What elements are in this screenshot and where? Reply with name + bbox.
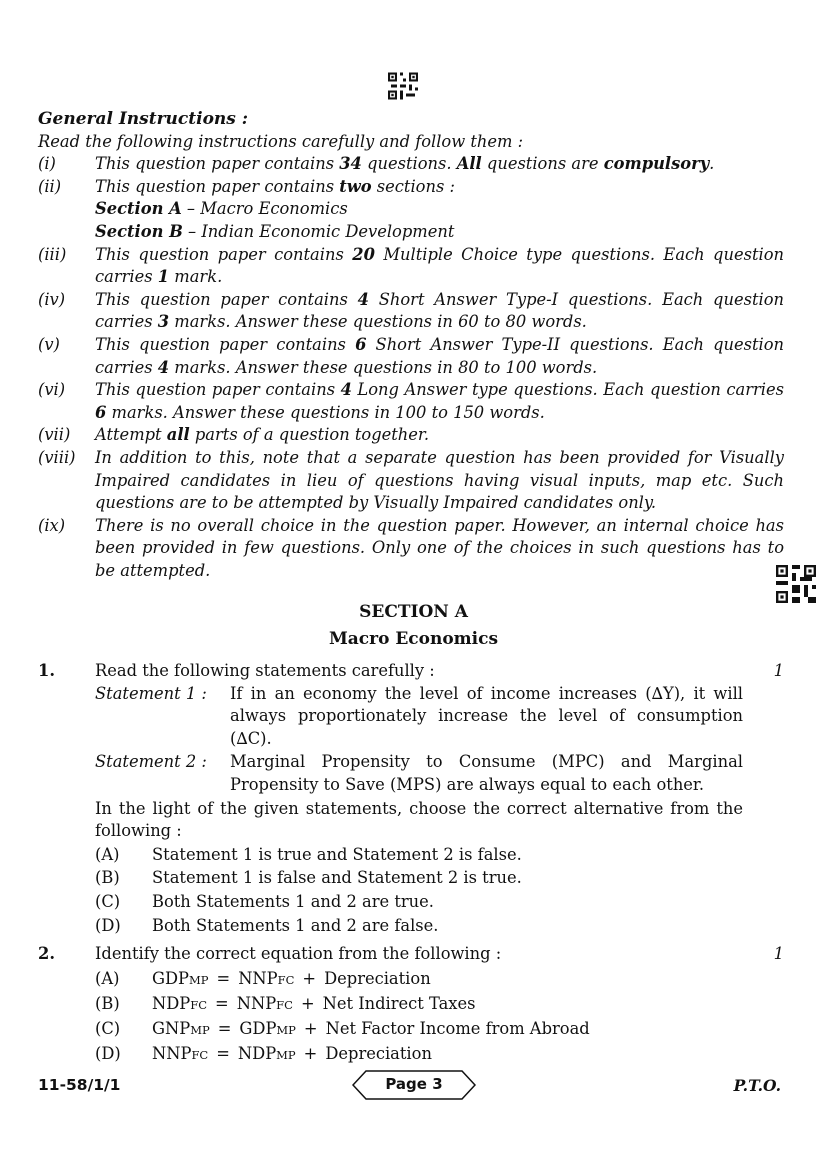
question-prompt: Identify the correct equation from the following : xyxy=(95,944,502,963)
instruction-item: (v) This question paper contains 6 Short Answer Type-II questions. Each question carries 4 marks. Answer these questions in 80 to 100 words. xyxy=(38,334,785,377)
option: (C) GNP MP = GDP MP + Net Factor Income from Abroad xyxy=(95,1018,590,1038)
question-number: 2. xyxy=(38,944,55,963)
instruction-item: (viii) In addition to this, note that a separate question has been provided for Visually Impaired candidates in lieu of questions having visual inputs, map etc. Such questions are to be attempted by Visually Impaired candidates only. xyxy=(38,447,784,513)
pto-label: P.T.O. xyxy=(733,1076,781,1095)
qr-code-icon xyxy=(776,565,816,603)
section-title: SECTION A xyxy=(359,602,468,622)
instructions-intro: Read the following instructions carefully and follow them : xyxy=(38,131,524,151)
instructions-title: General Instructions : xyxy=(38,109,249,129)
option: (D) Both Statements 1 and 2 are false. xyxy=(95,915,439,935)
statement: Statement 2 : Marginal Propensity to Consume (MPC) and Marginal Propensity to Save (MPS) are always equal to each other. xyxy=(95,752,743,794)
general-instructions xyxy=(38,108,784,582)
question-marks: 1 xyxy=(773,944,784,963)
instruction-item: (vii) Attempt all parts of a question together. xyxy=(38,425,430,445)
instruction-item: (iv) This question paper contains 4 Short Answer Type-I questions. Each question carries 3 marks. Answer these questions in 60 to 80 words. xyxy=(38,289,784,332)
question-1 xyxy=(38,660,784,937)
statement: Statement 1 : If in an economy the level of income increases (∆Y), it will always proportionately increase the level of consumption (∆C). xyxy=(95,683,743,748)
page-number-badge xyxy=(352,1070,476,1100)
instruction-item: (iii) This question paper contains 20 Multiple Choice type questions. Each question carries 1 mark. xyxy=(38,244,784,287)
instruction-item: (i) This question paper contains 34 questions. All questions are compulsory. xyxy=(38,154,715,174)
section-list-item: Section A – Macro Economics xyxy=(95,199,348,219)
page-number: Page 3 xyxy=(385,1075,443,1093)
instruction-item: (ii) This question paper contains two sections : xyxy=(38,176,455,196)
question-number: 1. xyxy=(38,661,55,680)
option: (D) NNP FC = NDP MP + Depreciation xyxy=(95,1043,432,1063)
instruction-item: (ix) There is no overall choice in the question paper. However, an internal choice has been provided in few questions. Only one of the choices in such questions has to be attempted. xyxy=(38,515,784,580)
question-instruction: In the light of the given statements, choose the correct alternative from the following : xyxy=(95,798,743,841)
question-marks: 1 xyxy=(773,661,784,680)
question-prompt: Read the following statements carefully : xyxy=(95,661,435,680)
section-list-item: Section B – Indian Economic Development xyxy=(95,221,455,241)
instruction-item: (vi) This question paper contains 4 Long Answer type questions. Each question carries 6 marks. Answer these questions in 100 to 150 words. xyxy=(38,380,784,422)
qr-code-icon xyxy=(388,72,418,100)
option: (B) NDP FC = NNP FC + Net Indirect Taxes xyxy=(95,993,476,1013)
option: (B) Statement 1 is false and Statement 2 is true. xyxy=(95,868,522,888)
option: (C) Both Statements 1 and 2 are true. xyxy=(95,891,434,911)
paper-code: 11-58/1/1 xyxy=(38,1076,121,1094)
section-subtitle: Macro Economics xyxy=(328,629,499,649)
question-2 xyxy=(38,943,784,1068)
option: (A) Statement 1 is true and Statement 2 is false. xyxy=(95,844,522,864)
option: (A) GDP MP = NNP FC + Depreciation xyxy=(95,968,431,988)
